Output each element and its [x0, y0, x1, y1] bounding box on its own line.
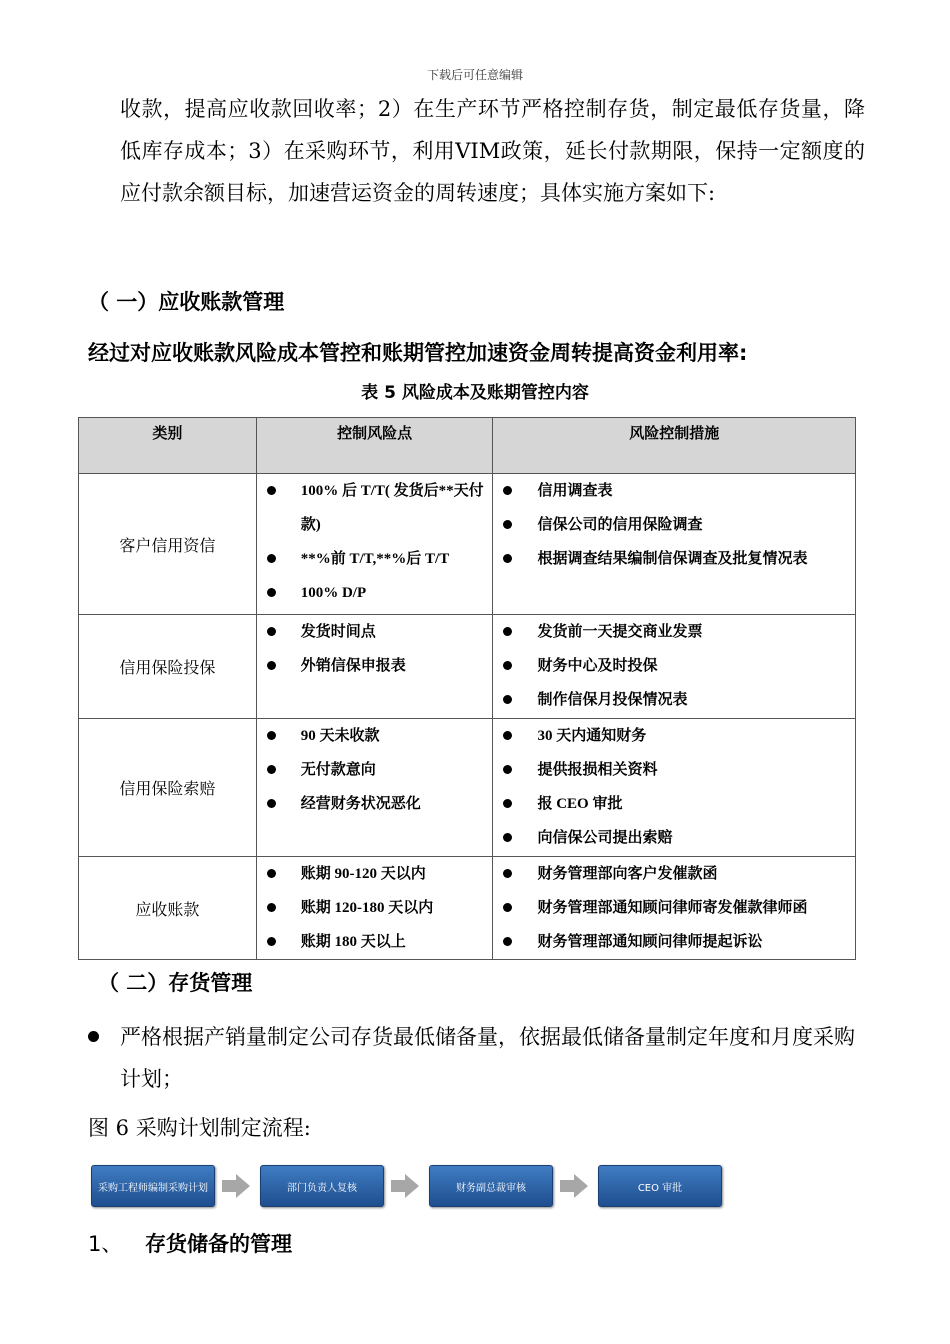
row-category: 信用保险索赔: [79, 719, 257, 857]
list-item: 账期 120-180 天以内: [257, 891, 485, 925]
flow-step-1: 采购工程师编制采购计划: [91, 1165, 215, 1207]
list-item: 根据调查结果编制信保调查及批复情况表: [493, 542, 847, 576]
table-header-row: [79, 418, 856, 474]
table-row: [79, 857, 856, 960]
section-title-receivables: （ 一）应收账款管理: [88, 290, 285, 314]
risk-control-table: [78, 417, 856, 960]
list-item: 无付款意向: [257, 753, 485, 787]
list-item: 信用调查表: [493, 474, 847, 508]
list-item: 报 CEO 审批: [493, 787, 847, 821]
row-risk-points: [256, 474, 493, 615]
header-note: 下载后可任意编辑: [426, 68, 523, 82]
inventory-bullet-text: 严格根据产销量制定公司存货最低储备量，依据最低储备量制定年度和月度采购计划；: [120, 1025, 855, 1091]
list-item: 账期 180 天以上: [257, 925, 485, 959]
row-risk-points: [256, 615, 493, 719]
list-item: 100% 后 T/T( 发货后**天付款): [257, 474, 485, 542]
subheading-inventory-reserve: [88, 1228, 292, 1258]
flow-step-4: CEO 审批: [598, 1165, 722, 1207]
list-item: **%前 T/T,**%后 T/T: [257, 542, 485, 576]
list-item: 信保公司的信用保险调查: [493, 508, 847, 542]
inventory-bullet: [88, 1016, 868, 1100]
list-item: 提供报损相关资料: [493, 753, 847, 787]
list-item: 90 天未收款: [257, 719, 485, 753]
figure-caption: 图 6 采购计划制定流程:: [88, 1116, 311, 1140]
section-lead-text: 经过对应收账款风险成本管控和账期管控加速资金周转提高资金利用率:: [88, 341, 748, 365]
intro-paragraph: 收款，提高应收款回收率；2）在生产环节严格控制存货，制定最低存货量，降低库存成本；3）在采购环节，利用VIM政策，延长付款期限，保持一定额度的应付款余额目标，加速营运资金的周转速度；具体实施方案如下:: [120, 97, 865, 205]
list-item: 财务管理部通知顾问律师提起诉讼: [493, 925, 847, 959]
row-category: 信用保险投保: [79, 615, 257, 719]
list-item: 发货前一天提交商业发票: [493, 615, 847, 649]
row-category: 客户信用资信: [79, 474, 257, 615]
header-measures: 风险控制措施: [493, 418, 856, 474]
table-row: [79, 719, 856, 857]
list-item: 100% D/P: [257, 576, 485, 610]
row-measures: [493, 857, 856, 960]
flow-step-3: 财务副总裁审核: [429, 1165, 553, 1207]
row-risk-points: [256, 719, 493, 857]
header-category: 类别: [79, 418, 257, 474]
section-title-inventory: （ 二）存货管理: [98, 971, 253, 995]
table-row: [79, 474, 856, 615]
header-risk-points: 控制风险点: [256, 418, 493, 474]
list-item: 财务管理部通知顾问律师寄发催款律师函: [493, 891, 847, 925]
list-item: 向信保公司提出索赔: [493, 821, 847, 855]
heading-number: 1、: [88, 1232, 123, 1256]
row-measures: [493, 474, 856, 615]
procurement-flow-diagram: [91, 1165, 731, 1207]
list-item: 财务中心及时投保: [493, 649, 847, 683]
row-category: 应收账款: [79, 857, 257, 960]
row-measures: [493, 719, 856, 857]
list-item: 财务管理部向客户发催款函: [493, 857, 847, 891]
list-item: 经营财务状况恶化: [257, 787, 485, 821]
bullet-dot-icon: [88, 1031, 99, 1042]
heading-text: 存货储备的管理: [145, 1232, 292, 1256]
list-item: 30 天内通知财务: [493, 719, 847, 753]
row-measures: [493, 615, 856, 719]
list-item: 外销信保申报表: [257, 649, 485, 683]
table-row: [79, 615, 856, 719]
table-caption: 表 5 风险成本及账期管控内容: [361, 383, 589, 403]
flow-step-2: 部门负责人复核: [260, 1165, 384, 1207]
list-item: 发货时间点: [257, 615, 485, 649]
row-risk-points: [256, 857, 493, 960]
list-item: 制作信保月投保情况表: [493, 683, 847, 717]
list-item: 账期 90-120 天以内: [257, 857, 485, 891]
